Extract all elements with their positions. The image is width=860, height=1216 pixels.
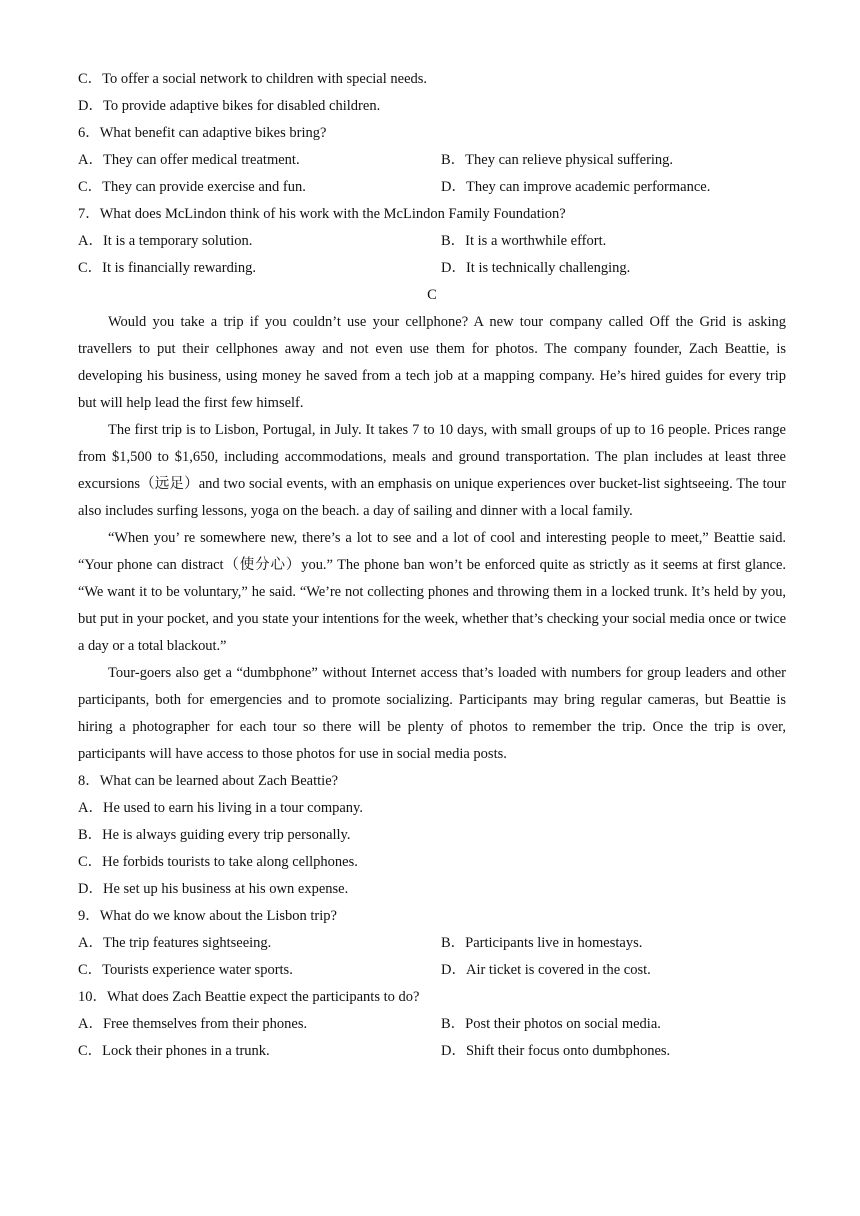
option-5d: D．To provide adaptive bikes for disabled children.	[78, 98, 381, 114]
option-5c: C．To offer a social network to children with special needs.	[78, 71, 428, 87]
document-page	[78, 66, 786, 1065]
option-10a: A．Free themselves from their phones.	[78, 1016, 308, 1032]
option-6c: C．They can provide exercise and fun.	[78, 179, 306, 195]
passage-paragraph-3: “When you’ re somewhere new, there’s a lot to see and a lot of cool and interesting people to meet,” Beattie said. “Your phone can distract（使分心）you.” The phone ban won’t be enforced quite as strictly as it seems at first glance. “We want it to be voluntary,” he said. “We’re not collecting phones and throwing them in a locked trunk. It’s held by you, but put in your pocket, and you state your intentions for the week, whether that’s checking your social media once or twice a day or a total blackout.”	[78, 530, 786, 654]
passage-paragraph-1: Would you take a trip if you couldn’t use your cellphone? A new tour company called Off the Grid is asking travellers to put their cellphones away and not even use them for photos. The company founder, Zach Beattie, is developing his business, using money he saved from a tech job at a mapping company. He’s hired guides for every trip but will help lead the first few himself.	[78, 314, 786, 411]
question-6-stem: 6．What benefit can adaptive bikes bring?	[78, 125, 327, 141]
option-8d: D．He set up his business at his own expense.	[78, 881, 349, 897]
option-10c: C．Lock their phones in a trunk.	[78, 1043, 270, 1059]
question-10-options-row-1	[78, 1011, 786, 1038]
option-7a: A．It is a temporary solution.	[78, 233, 253, 249]
option-9c: C．Tourists experience water sports.	[78, 962, 293, 978]
option-7d: D．It is technically challenging.	[441, 260, 631, 276]
question-7-options-row-2	[78, 255, 786, 282]
option-8b: B．He is always guiding every trip personally.	[78, 827, 351, 843]
option-9a: A．The trip features sightseeing.	[78, 935, 272, 951]
option-6b: B．They can relieve physical suffering.	[441, 152, 674, 168]
option-6a: A．They can offer medical treatment.	[78, 152, 300, 168]
question-10-options-row-2	[78, 1038, 786, 1065]
option-10d: D．Shift their focus onto dumbphones.	[441, 1043, 671, 1059]
option-9d: D．Air ticket is covered in the cost.	[441, 962, 651, 978]
question-7-stem: 7．What does McLindon think of his work with the McLindon Family Foundation?	[78, 206, 566, 222]
question-9-stem: 9．What do we know about the Lisbon trip?	[78, 908, 337, 924]
passage-paragraph-4: Tour-goers also get a “dumbphone” without Internet access that’s loaded with numbers for group leaders and other participants, both for emergencies and to promote socializing. Participants may bring regular cameras, but Beattie is hiring a photographer for each tour so there will be plenty of photos to remember the trip. Once the trip is over, participants will have access to those photos for use in social media posts.	[78, 665, 786, 762]
option-10b: B．Post their photos on social media.	[441, 1016, 661, 1032]
section-title: C	[427, 287, 437, 303]
option-8a: A．He used to earn his living in a tour company.	[78, 800, 363, 816]
option-7c: C．It is financially rewarding.	[78, 260, 256, 276]
question-7-options-row-1	[78, 228, 786, 255]
option-9b: B．Participants live in homestays.	[441, 935, 643, 951]
question-10-stem: 10．What does Zach Beattie expect the participants to do?	[78, 989, 420, 1005]
option-7b: B．It is a worthwhile effort.	[441, 233, 607, 249]
question-9-options-row-1	[78, 930, 786, 957]
question-9-options-row-2	[78, 957, 786, 984]
question-6-options-row-2	[78, 174, 786, 201]
option-6d: D．They can improve academic performance.	[441, 179, 711, 195]
option-8c: C．He forbids tourists to take along cellphones.	[78, 854, 358, 870]
passage-paragraph-2: The first trip is to Lisbon, Portugal, in July. It takes 7 to 10 days, with small groups of up to 16 people. Prices range from $1,500 to $1,650, including accommodations, meals and ground transportation. The plan includes at least three excursions（远足）and two social events, with an emphasis on unique experiences over bucket-list sightseeing. The tour also includes surfing lessons, yoga on the beach. a day of sailing and dinner with a local family.	[78, 422, 786, 519]
question-6-options-row-1	[78, 147, 786, 174]
question-8-stem: 8．What can be learned about Zach Beattie?	[78, 773, 339, 789]
